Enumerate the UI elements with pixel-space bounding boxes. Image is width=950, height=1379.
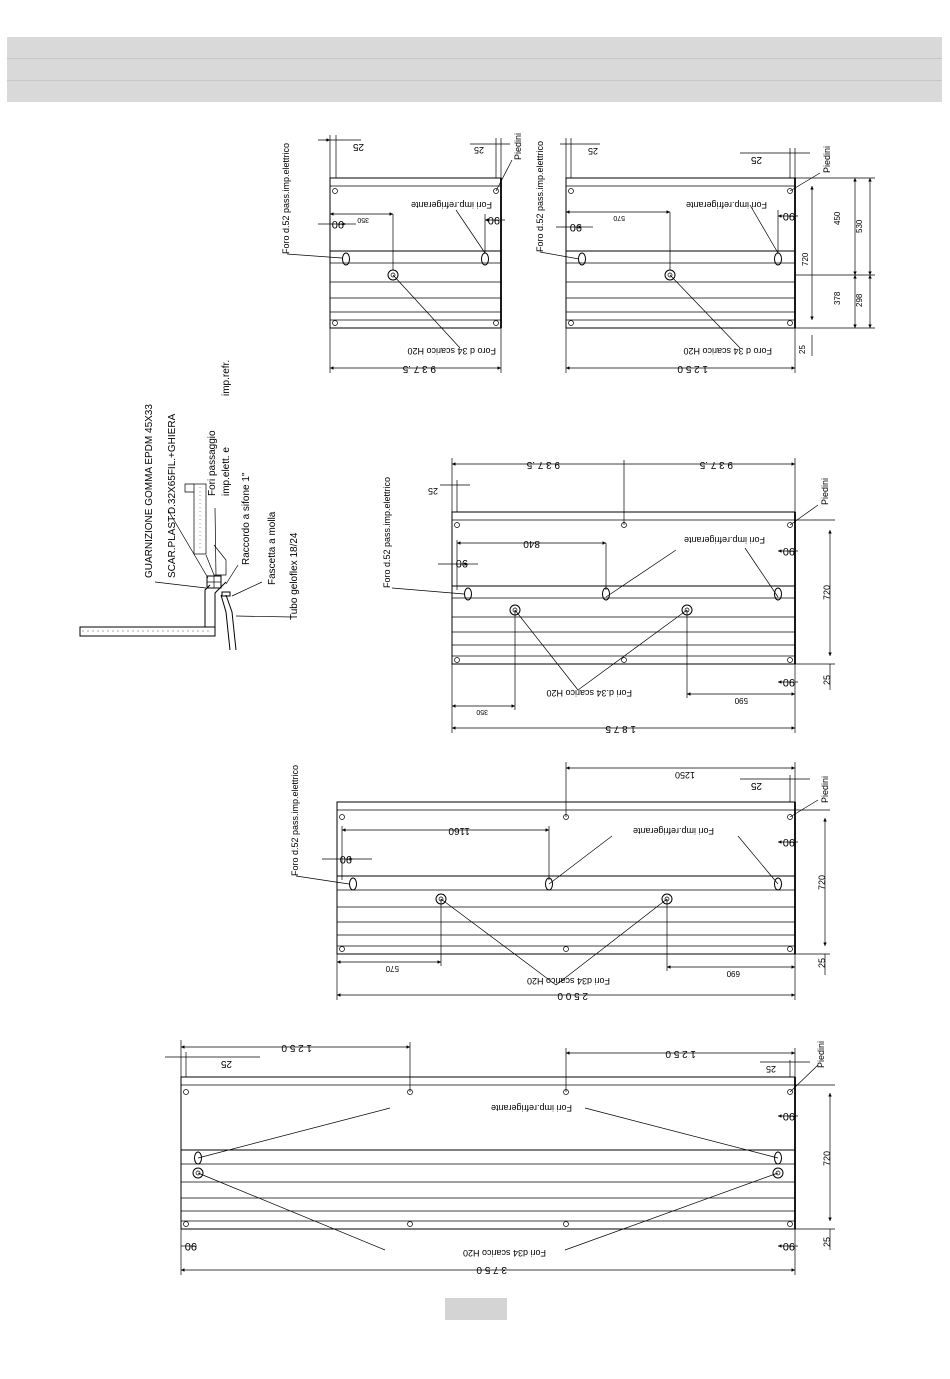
label-fascetta: Fascetta a molla xyxy=(267,511,278,585)
dim-label: 25 xyxy=(220,1058,232,1069)
dim-label: 1 2 5 0 xyxy=(677,363,708,374)
label-foro-d52: Foro d.52 pass.imp.elettrico xyxy=(290,764,300,876)
label-piedini: Piedini xyxy=(816,1040,826,1068)
mark-90: 90 xyxy=(487,214,500,226)
dim-label: 2 5 0 0 xyxy=(557,990,588,1001)
label-foro-d52: Foro d.52 pass.imp.elettrico xyxy=(535,140,545,252)
dim-label: 350 xyxy=(476,708,488,715)
label-fori-refrig: Fori imp.refrigerante xyxy=(683,535,765,545)
label-fori-refrig: Fori imp.refrigerante xyxy=(490,1103,572,1113)
dim-label: 25 xyxy=(817,957,827,968)
dim-label: 1160 xyxy=(448,825,470,836)
label-fori-d34: Fori d34 scarico H20 xyxy=(526,976,610,986)
label-fori-refrig: Fori imp.refrigerante xyxy=(410,200,492,210)
dim-label: 350 xyxy=(357,216,369,223)
label-guarnizione: GUARNIZIONE GOMMA EPDM 45X33 xyxy=(144,404,155,578)
dim-label: 25 xyxy=(798,345,807,354)
mark-90: 90 xyxy=(782,1110,795,1122)
dim-label: 25 xyxy=(822,1236,832,1247)
dim-label: 9 3 7 .5 xyxy=(699,459,733,470)
label-fori-d34: Fori d34 scarico H20 xyxy=(462,1248,546,1258)
label-foro-d34: Foro d 34 scarico H20 xyxy=(683,346,772,356)
dim-label: 25 xyxy=(352,141,364,152)
mark-90: 90 xyxy=(782,836,795,848)
dim-label: 378 xyxy=(833,291,842,305)
dim-label: 25 xyxy=(750,780,762,791)
label-piedini: Piedini xyxy=(820,775,830,803)
dim-label: 720 xyxy=(817,874,827,890)
dim-label: 690 xyxy=(726,969,740,978)
tank-outline xyxy=(337,802,795,954)
label-imp-refr: imp.refr. xyxy=(221,359,232,396)
label-fori-refrig: Fori imp.refrigerante xyxy=(632,826,714,836)
plan-3750 xyxy=(165,1040,835,1275)
dim-label: 25 xyxy=(750,154,762,165)
dim-label: 1 2 5 0 xyxy=(281,1042,312,1053)
label-foro-d34: Foro d 34 scarico H20 xyxy=(407,346,496,356)
mark-90: 90 xyxy=(331,218,344,230)
dim-label: 298 xyxy=(855,293,864,307)
dim-label: 25 xyxy=(473,145,484,155)
mark-90: 90 xyxy=(782,1240,795,1252)
dim-label: 720 xyxy=(822,1150,832,1166)
label-piedini: Piedini xyxy=(513,132,523,160)
mark-90: 90 xyxy=(569,221,582,233)
dim-label: 25 xyxy=(765,1064,776,1074)
label-foro-d52: Foro d.52 pass.imp.elettrico xyxy=(281,142,291,254)
mark-90: 90 xyxy=(455,557,468,569)
mark-90: 90 xyxy=(782,210,795,222)
dim-label: 840 xyxy=(523,538,540,549)
dim-label: 1 8 7 5 xyxy=(605,723,636,734)
mark-90: 90 xyxy=(782,545,795,557)
mark-90: 90 xyxy=(339,853,352,865)
label-scar-plast: SCAR.PLAST.D.32X65FIL.+GHIERA xyxy=(167,413,178,578)
dim-label: 720 xyxy=(801,252,810,266)
label-fori-d34: Fori d.34 scarico H20 xyxy=(546,688,632,698)
label-piedini: Piedini xyxy=(822,145,832,173)
dim-label: 3 7 5 0 xyxy=(476,1264,507,1275)
dim-label: 450 xyxy=(833,211,842,225)
annotations xyxy=(144,133,864,1275)
dim-label: 25 xyxy=(822,674,832,685)
label-fori-refrig: Fori imp.refrigerante xyxy=(685,200,767,210)
tank-outline xyxy=(452,512,795,664)
dim-label: 9 3 7 .5 xyxy=(526,459,560,470)
plan-937 xyxy=(287,135,512,373)
dim-label: 25 xyxy=(587,146,598,156)
dim-label: 25 xyxy=(427,486,438,496)
label-imp-elett: imp.elett. e xyxy=(221,447,232,496)
label-piedini: Piedini xyxy=(820,477,830,505)
dim-label: 570 xyxy=(385,964,399,973)
plan-2500 xyxy=(296,762,830,1000)
label-tubo: Tubo geloflex 18/24 xyxy=(289,532,300,620)
dim-label: 9 3 7 .5 xyxy=(402,363,436,374)
label-raccordo: Raccordo a sifone 1" xyxy=(241,472,252,565)
label-foro-d52: Foro d.52 pass.imp.elettrico xyxy=(382,476,392,588)
dim-label: 720 xyxy=(822,584,832,600)
mark-90: 90 xyxy=(184,1240,197,1252)
dim-label: 1 2 5 0 xyxy=(665,1048,696,1059)
dim-label: 1250 xyxy=(674,770,695,780)
dim-label: 570 xyxy=(613,214,625,221)
drain-detail xyxy=(80,484,292,650)
dim-label: 590 xyxy=(734,696,748,705)
tank-outline xyxy=(181,1077,795,1229)
mark-90: 90 xyxy=(782,676,795,688)
label-fori-passaggio: Fori passaggio xyxy=(207,430,218,496)
dim-label: 530 xyxy=(855,219,864,233)
